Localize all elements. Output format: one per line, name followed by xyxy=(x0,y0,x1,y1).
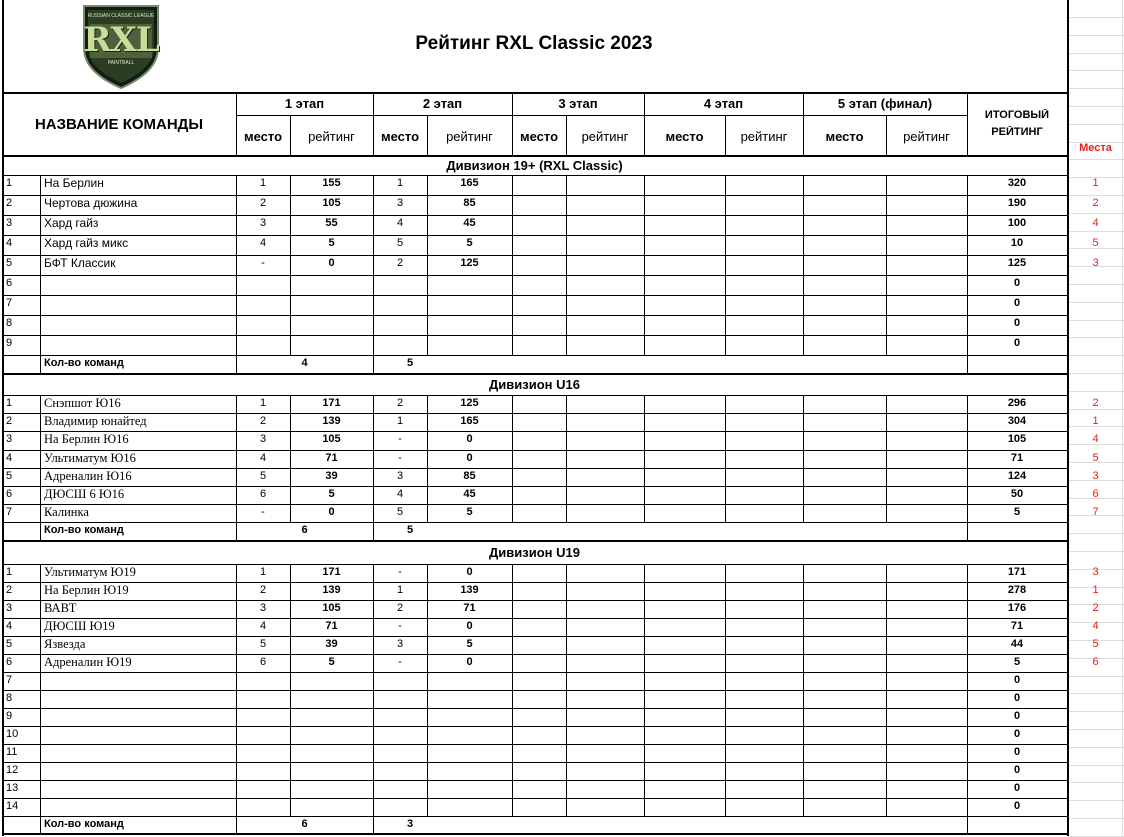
col-border xyxy=(236,395,237,540)
col-border xyxy=(290,175,291,355)
stage1-rating: 105 xyxy=(322,602,341,614)
team-name: БФТ Классик xyxy=(44,256,116,270)
stage2-place: 1 xyxy=(396,415,404,427)
stage1-place: 1 xyxy=(259,397,267,409)
total-rating: 0 xyxy=(1013,317,1021,329)
row-border xyxy=(2,726,1067,727)
row-number: 3 xyxy=(6,433,13,445)
col-border xyxy=(512,564,513,816)
total-header-2: РЕЙТИНГ xyxy=(991,126,1043,138)
stage1-count: 6 xyxy=(301,818,308,830)
col-border xyxy=(967,564,968,833)
places-header: Места xyxy=(1079,142,1112,154)
row-border xyxy=(2,275,1067,276)
total-rating: 124 xyxy=(1007,470,1027,482)
logo-tagline: RUSSIAN CLASSIC LEAGUE xyxy=(87,13,155,19)
total-rating: 320 xyxy=(1007,177,1027,189)
grid-line xyxy=(1068,551,1124,552)
stage1-count: 6 xyxy=(301,524,308,536)
stage1-place: 6 xyxy=(259,488,267,500)
row-border xyxy=(2,295,1067,296)
total-rating: 0 xyxy=(1013,692,1021,704)
col-border xyxy=(236,175,237,373)
grid-line xyxy=(1068,818,1124,819)
team-name: Хард гайз xyxy=(44,216,99,230)
row-number: 4 xyxy=(6,452,13,464)
row-number: 5 xyxy=(6,638,13,650)
stage2-count: 5 xyxy=(406,357,414,369)
stage1-place: 5 xyxy=(259,470,267,482)
stage1-rating: 71 xyxy=(325,620,338,632)
header-top-border xyxy=(2,92,1067,94)
stage1-place: 3 xyxy=(259,602,267,614)
grid-line xyxy=(1068,765,1124,766)
stage2-place: 5 xyxy=(396,237,404,249)
row-number: 14 xyxy=(6,800,19,812)
row-number: 5 xyxy=(6,470,13,482)
grid-line xyxy=(1068,106,1124,107)
row-number: 3 xyxy=(6,602,13,614)
total-rating: 100 xyxy=(1007,217,1027,229)
total-rating: 176 xyxy=(1007,602,1027,614)
col-border xyxy=(373,175,374,373)
col-border xyxy=(644,175,645,355)
stage-header: 1 этап xyxy=(284,96,325,111)
stage1-rating: 171 xyxy=(322,566,341,578)
stage1-rating: 139 xyxy=(322,415,341,427)
col-border xyxy=(566,175,567,355)
total-header-1: ИТОГОВЫЙ xyxy=(984,109,1050,121)
header-mid-border xyxy=(236,115,967,116)
stage2-place: 3 xyxy=(396,638,404,650)
row-number: 7 xyxy=(6,506,13,518)
row-number: 10 xyxy=(6,728,19,740)
stage1-place: 4 xyxy=(259,620,267,632)
total-rating: 5 xyxy=(1013,506,1021,518)
grid-line xyxy=(1068,391,1124,392)
row-number: 3 xyxy=(6,217,13,229)
stage2-place: - xyxy=(398,452,402,464)
final-place: 4 xyxy=(1092,217,1099,229)
stage2-count: 3 xyxy=(406,818,414,830)
team-name: Ультиматум Ю16 xyxy=(44,451,136,465)
final-place: 1 xyxy=(1092,415,1099,427)
final-place: 7 xyxy=(1092,506,1099,518)
final-place: 1 xyxy=(1092,584,1099,596)
stage-header: 5 этап (финал) xyxy=(837,96,933,111)
stage1-place: 3 xyxy=(259,433,267,445)
col-border xyxy=(725,564,726,816)
team-name: Язвезда xyxy=(44,637,86,651)
total-rating: 71 xyxy=(1010,620,1024,632)
row-number: 13 xyxy=(6,782,19,794)
col-border xyxy=(373,395,374,540)
row-border xyxy=(2,744,1067,745)
team-name: На Берлин Ю16 xyxy=(44,432,129,446)
final-place: 2 xyxy=(1092,197,1099,209)
row-number: 7 xyxy=(6,297,13,309)
stage1-rating: 5 xyxy=(328,656,335,668)
stage1-place: 4 xyxy=(259,237,267,249)
row-number: 2 xyxy=(6,584,13,596)
grid-line xyxy=(1068,302,1124,303)
stage2-place: 2 xyxy=(396,257,404,269)
total-rating: 0 xyxy=(1013,746,1021,758)
stage1-place: 4 xyxy=(259,452,267,464)
team-name: Хард гайз микс xyxy=(44,236,129,250)
stage2-rating: 125 xyxy=(460,257,479,269)
division-title: Дивизион 19+ (RXL Classic) xyxy=(446,158,623,173)
col-border xyxy=(967,395,968,540)
stage1-rating: 139 xyxy=(322,584,341,596)
col-border xyxy=(644,564,645,816)
row-number: 5 xyxy=(6,257,13,269)
team-name: Чертова дюжина xyxy=(44,196,138,210)
team-name: Калинка xyxy=(44,505,89,519)
division-title: Дивизион U19 xyxy=(489,545,580,560)
row-border xyxy=(2,708,1067,709)
row-number: 4 xyxy=(6,620,13,632)
stage1-rating: 39 xyxy=(325,470,338,482)
stage1-rating: 105 xyxy=(322,197,341,209)
final-place: 1 xyxy=(1092,177,1099,189)
stage2-place: 4 xyxy=(396,488,404,500)
header-col-border xyxy=(967,92,968,156)
grid-line xyxy=(1068,159,1124,160)
stage2-rating: 5 xyxy=(466,506,473,518)
grid-line xyxy=(1068,213,1124,214)
col-border xyxy=(40,175,41,373)
grid-line xyxy=(1068,729,1124,730)
team-name: На Берлин xyxy=(44,176,104,190)
grid-line xyxy=(1068,676,1124,677)
team-name: Снэпшот Ю16 xyxy=(44,396,121,410)
total-rating: 10 xyxy=(1010,237,1024,249)
final-place: 6 xyxy=(1092,656,1099,668)
col-border xyxy=(566,564,567,816)
total-rating: 0 xyxy=(1013,764,1021,776)
division-title: Дивизион U16 xyxy=(489,377,580,392)
row-number: 8 xyxy=(6,317,13,329)
division-bottom-border xyxy=(2,540,1067,542)
stage1-place: 1 xyxy=(259,566,267,578)
team-name: На Берлин Ю19 xyxy=(44,583,129,597)
grid-line xyxy=(1068,337,1124,338)
stage-header: 2 этап xyxy=(422,96,463,111)
final-place: 3 xyxy=(1092,566,1099,578)
grid-line xyxy=(1068,747,1124,748)
col-border xyxy=(40,564,41,833)
col-border xyxy=(290,564,291,816)
stage-header: 3 этап xyxy=(558,96,598,111)
count-label: Кол-во команд xyxy=(44,357,124,369)
final-place: 4 xyxy=(1092,433,1099,445)
col-border xyxy=(644,395,645,522)
row-border xyxy=(2,335,1067,336)
stage1-place: - xyxy=(261,506,265,518)
stage1-rating: 55 xyxy=(325,217,338,229)
total-rating: 125 xyxy=(1007,257,1027,269)
final-place: 2 xyxy=(1092,397,1099,409)
stage2-rating: 5 xyxy=(466,638,473,650)
total-rating: 105 xyxy=(1007,433,1027,445)
stage1-rating: 5 xyxy=(328,237,335,249)
total-rating: 5 xyxy=(1013,656,1021,668)
stage1-place: 5 xyxy=(259,638,267,650)
grid-line xyxy=(1068,800,1124,801)
grid-line xyxy=(1068,355,1124,356)
col-border xyxy=(512,175,513,355)
stage1-rating: 105 xyxy=(322,433,341,445)
team-name: Владимир юнайтед xyxy=(44,414,147,428)
rating-subheader: рейтинг xyxy=(581,129,629,144)
total-rating: 278 xyxy=(1007,584,1027,596)
stage1-place: 3 xyxy=(259,217,267,229)
total-rating: 71 xyxy=(1010,452,1024,464)
stage2-rating: 0 xyxy=(466,452,473,464)
team-name: ВАВТ xyxy=(44,601,77,615)
stage2-rating: 45 xyxy=(463,488,476,500)
place-subheader: место xyxy=(243,129,283,144)
col-border xyxy=(236,564,237,833)
col-border xyxy=(427,395,428,522)
grid-line xyxy=(1068,320,1124,321)
final-place: 2 xyxy=(1092,602,1099,614)
place-subheader: место xyxy=(380,129,420,144)
row-number: 8 xyxy=(6,692,13,704)
row-border xyxy=(2,672,1067,673)
team-name: ДЮСШ Ю19 xyxy=(44,619,115,633)
col-border xyxy=(40,395,41,540)
page-title: Рейтинг RXL Classic 2023 xyxy=(415,33,653,54)
total-rating: 50 xyxy=(1010,488,1024,500)
col-border xyxy=(566,395,567,522)
col-border xyxy=(427,175,428,355)
grid-line xyxy=(1068,693,1124,694)
stage2-rating: 165 xyxy=(460,177,479,189)
stage2-place: - xyxy=(398,620,402,632)
col-border xyxy=(803,564,804,816)
place-subheader: место xyxy=(665,129,704,144)
stage1-place: 1 xyxy=(259,177,267,189)
stage2-rating: 85 xyxy=(463,470,476,482)
row-border xyxy=(2,780,1067,781)
grid-line xyxy=(1068,53,1124,54)
rating-subheader: рейтинг xyxy=(446,129,493,144)
col-border xyxy=(725,395,726,522)
row-number: 11 xyxy=(6,746,18,758)
total-rating: 304 xyxy=(1007,415,1027,427)
logo-text: RXL xyxy=(83,20,159,60)
stage1-place: - xyxy=(261,257,265,269)
col-border xyxy=(290,395,291,522)
grid-line xyxy=(1068,284,1124,285)
rating-subheader: рейтинг xyxy=(308,129,355,144)
grid-line xyxy=(1068,782,1124,783)
total-rating: 44 xyxy=(1010,638,1024,650)
col-border xyxy=(886,564,887,816)
stage1-rating: 71 xyxy=(325,452,338,464)
stage2-rating: 0 xyxy=(466,433,473,445)
team-name: ДЮСШ 6 Ю16 xyxy=(44,487,125,501)
total-rating: 0 xyxy=(1013,674,1021,686)
stage2-place: 3 xyxy=(396,470,404,482)
stage1-count: 4 xyxy=(301,357,308,369)
row-number: 12 xyxy=(6,764,19,776)
row-number: 4 xyxy=(6,237,13,249)
stage1-place: 6 xyxy=(259,656,267,668)
row-number: 6 xyxy=(6,488,13,500)
col-border xyxy=(803,175,804,355)
stage1-rating: 0 xyxy=(328,506,335,518)
stage2-place: - xyxy=(398,433,402,445)
final-place: 5 xyxy=(1092,237,1099,249)
stage2-place: 1 xyxy=(396,177,404,189)
final-place: 4 xyxy=(1092,620,1099,632)
row-number: 9 xyxy=(6,710,13,722)
col-border xyxy=(886,395,887,522)
col-border xyxy=(427,564,428,816)
division-bottom-border xyxy=(2,373,1067,375)
stage1-rating: 155 xyxy=(322,177,341,189)
grid-line xyxy=(1068,70,1124,71)
stage2-place: 1 xyxy=(396,584,404,596)
final-place: 5 xyxy=(1092,452,1099,464)
total-rating: 190 xyxy=(1007,197,1027,209)
stage-header: 4 этап xyxy=(703,96,744,111)
team-name: Адреналин Ю19 xyxy=(44,655,132,669)
col-border xyxy=(512,395,513,522)
grid-line xyxy=(1068,88,1124,89)
total-rating: 0 xyxy=(1013,728,1021,740)
division-bottom-border xyxy=(2,833,1067,835)
final-place: 3 xyxy=(1092,470,1099,482)
stage2-place: 3 xyxy=(396,197,404,209)
row-number: 6 xyxy=(6,277,13,289)
stage1-place: 2 xyxy=(259,415,267,427)
row-number: 1 xyxy=(6,397,13,409)
grid-line xyxy=(1068,17,1124,18)
stage1-place: 2 xyxy=(259,197,267,209)
total-rating: 0 xyxy=(1013,782,1021,794)
total-rating: 171 xyxy=(1007,566,1027,578)
row-number: 2 xyxy=(6,415,13,427)
stage2-rating: 85 xyxy=(463,197,476,209)
row-number: 1 xyxy=(6,566,13,578)
final-place: 6 xyxy=(1092,488,1099,500)
stage2-rating: 71 xyxy=(463,602,476,614)
rating-subheader: рейтинг xyxy=(903,129,950,144)
stage2-rating: 0 xyxy=(466,620,473,632)
logo-sub: PAINTBALL xyxy=(107,60,135,66)
row-number: 2 xyxy=(6,197,13,209)
row-border xyxy=(2,315,1067,316)
row-number: 9 xyxy=(6,337,13,349)
team-name: Ультиматум Ю19 xyxy=(44,565,136,579)
stage2-place: - xyxy=(398,656,402,668)
rating-subheader: рейтинг xyxy=(740,129,788,144)
stage1-rating: 39 xyxy=(325,638,338,650)
stage2-place: 4 xyxy=(396,217,404,229)
total-rating: 296 xyxy=(1007,397,1027,409)
col-border xyxy=(725,175,726,355)
count-label: Кол-во команд xyxy=(44,524,124,536)
stage1-rating: 171 xyxy=(322,397,341,409)
stage1-place: 2 xyxy=(259,584,267,596)
grid-line xyxy=(1068,711,1124,712)
total-rating: 0 xyxy=(1013,337,1021,349)
stage2-place: 5 xyxy=(396,506,404,518)
place-subheader: место xyxy=(825,129,864,144)
stage1-rating: 5 xyxy=(328,488,335,500)
row-border xyxy=(2,798,1067,799)
final-place: 5 xyxy=(1092,638,1099,650)
col-border xyxy=(803,395,804,522)
col-border xyxy=(373,564,374,833)
stage2-rating: 125 xyxy=(460,397,479,409)
grid-line xyxy=(1068,124,1124,125)
total-rating: 0 xyxy=(1013,800,1021,812)
row-border xyxy=(2,690,1067,691)
grid-line xyxy=(1068,373,1124,374)
row-number: 6 xyxy=(6,656,13,668)
count-label: Кол-во команд xyxy=(44,818,124,830)
stage1-rating: 0 xyxy=(328,257,335,269)
stage2-rating: 0 xyxy=(466,566,473,578)
stage2-rating: 165 xyxy=(460,415,479,427)
place-subheader: место xyxy=(519,129,559,144)
stage2-count: 5 xyxy=(406,524,414,536)
total-rating: 0 xyxy=(1013,297,1021,309)
team-name: Адреналин Ю16 xyxy=(44,469,132,483)
stage2-place: - xyxy=(398,566,402,578)
grid-line xyxy=(1068,533,1124,534)
row-number: 7 xyxy=(6,674,13,686)
stage2-rating: 45 xyxy=(463,217,476,229)
stage2-place: 2 xyxy=(396,397,404,409)
total-rating: 0 xyxy=(1013,710,1021,722)
row-number: 1 xyxy=(6,177,13,189)
row-border xyxy=(2,762,1067,763)
stage2-rating: 0 xyxy=(466,656,473,668)
stage2-rating: 139 xyxy=(460,584,479,596)
header-bottom-border xyxy=(2,155,1067,157)
final-place: 3 xyxy=(1092,257,1099,269)
stage2-place: 2 xyxy=(396,602,404,614)
team-name-header: НАЗВАНИЕ КОМАНДЫ xyxy=(34,116,204,133)
total-rating: 0 xyxy=(1013,277,1021,289)
col-border xyxy=(886,175,887,355)
col-border xyxy=(967,175,968,373)
grid-line xyxy=(1068,35,1124,36)
stage2-rating: 5 xyxy=(466,237,473,249)
